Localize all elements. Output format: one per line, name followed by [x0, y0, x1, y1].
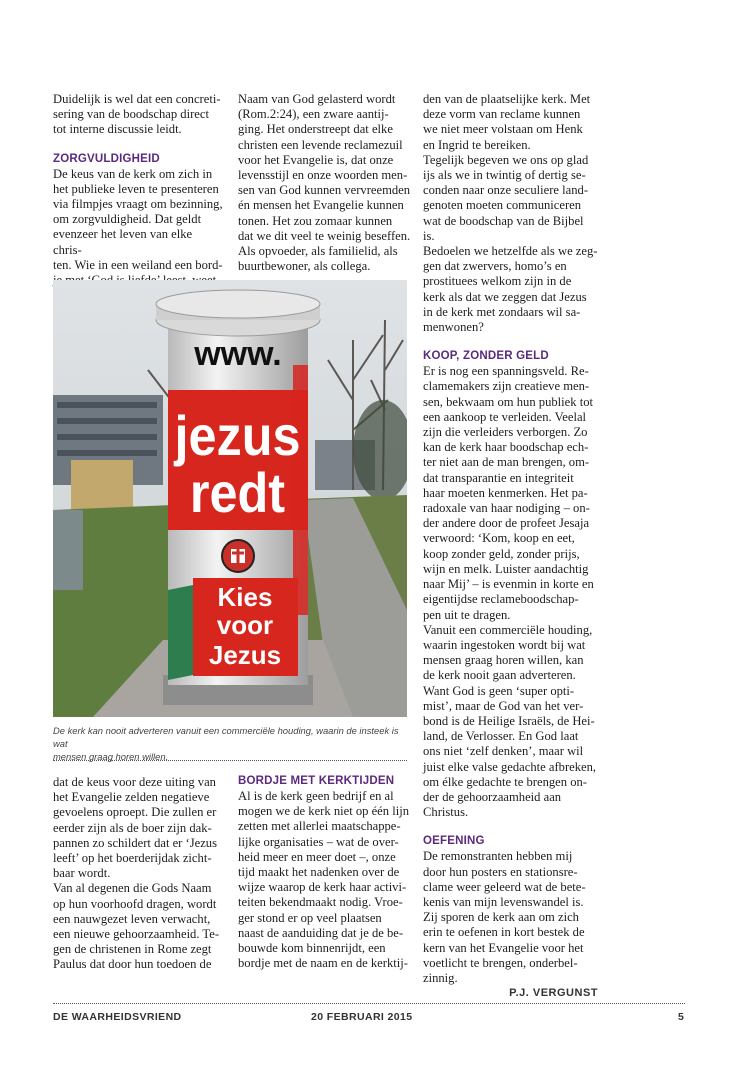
- column-2-bottom: [238, 774, 418, 971]
- photo-caption: [53, 724, 413, 763]
- photo-caption-text: De kerk kan nooit adverteren vanuit een commerciële houding, waarin de insteek is wat mensen graag horen willen.: [53, 725, 399, 762]
- footer-divider: [53, 1003, 685, 1004]
- column-1-bottom-paragraph: dat de keus voor deze uiting van het Evangelie zelden negatieve gevoelens oproept. Die zullen er eerder zijn als de boer zijn dak- pannen zo schildert dat er ‘Jezus leeft’ op het boerderijdak zicht- baar wordt. Van al degenen die Gods Naam op hun voorhoofd dragen, wordt een nauwgezet leven verwacht, een nieuwe gehoorzaamheid. Te- gen de christenen in Rome zegt Paulus dat door hun toedoen de: [53, 775, 220, 972]
- section-heading-bordje-met-kerktijden: BORDJE MET KERKTIJDEN: [238, 775, 395, 787]
- section-heading-oefening: OEFENING: [423, 835, 485, 848]
- poster-jezus-small-text: Jezus: [208, 640, 282, 670]
- kerktijden-paragraph: Al is de kerk geen bedrijf en al mogen we de kerk niet op één lijn zetten met allerlei maatschappe- lijke organisaties – wat de over- heid meer en meer doet –, onze tijd maakt het nadenken over de wijze waarop de kerk haar activi- teiten bekendmaakt nodig. Vroe- ger stond er op veel plaatsen naast de aanduiding dat je de be- bouwde kom binnenrijdt, een bordje met de naam en de kerktij-: [238, 789, 410, 971]
- column-3-paragraph-3: De remonstranten hebben mij door hun posters en stationsre- clame weer geleerd wat de bete- kenis van mijn levenswandel is. Zij sporen de kerk aan om zich erin te oefenen in kort bestek de kern van het Evangelie voor het voetlicht te brengen, onderbel- zinnig.: [423, 849, 586, 985]
- footer-page-number: 5: [678, 1011, 685, 1023]
- column-3: [423, 92, 598, 1001]
- zorgvuldigheid-paragraph: De keus van de kerk om zich in het publieke leven te presenteren via filmpjes vraagt om bezinning, om zorgvuldigheid. Dat geldt evenzeer het leven van elke chris- ten. Wie in een weiland een bord-: [53, 166, 223, 272]
- poster-voor-text: voor: [216, 610, 274, 640]
- poster-redt-text: redt: [189, 462, 286, 525]
- author-signature: P.J. VERGUNST: [509, 987, 598, 1000]
- intro-paragraph: Duidelijk is wel dat een concreti- sering van de boodschap direct tot interne discussie leidt.: [53, 92, 221, 137]
- footer-publication: DE WAARHEIDSVRIEND: [53, 1011, 182, 1023]
- advertising-column-photo: [53, 280, 407, 717]
- column-2-top: [238, 92, 413, 274]
- poster-www-text: www.: [194, 335, 282, 373]
- column-3-paragraph-1: den van de plaatselijke kerk. Met deze vorm van reclame kunnen we niet meer volstaan om Henk en Ingrid te bereiken. Tegelijk begeven we ons op glad ijs als we in twintig of dertig se- conden naar onze seculiere land- genoten moeten communiceren wat de boodschap van de Bijbel is. Bedoelen we hetzelfde als we zeg- gen dat zwervers, homo’s en prostituees welkom zijn in de kerk als dat we zeggen dat Jezus in de kerk met zondaars wil sa- menwonen?: [423, 92, 598, 335]
- column-2-paragraph: Naam van God gelasterd wordt (Rom.2:24), een zware aantij- ging. Het onderstreept dat elke christen een levende reclamezuil voor het Evangelie is, dat onze levensstijl en onze woorden men- sen van God kunnen vervreemden én mensen het Evangelie kunnen tonen. Het zou zomaar kunnen dat we dit veel te weinig beseffen. Als opvoeder, als familielid, als buurtbewoner, als collega.: [238, 92, 411, 274]
- footer-date: 20 FEBRUARI 2015: [311, 1011, 413, 1023]
- column-1-top: [53, 92, 223, 288]
- poster-jezus-text: jezus: [174, 405, 301, 468]
- column-3-paragraph-2: Er is nog een spanningsveld. Re- clamemakers zijn creatieve men- sen, bekwaam om hun publiek tot een aankoop te verleiden. Veelal zijn die verleiders verborgen. Zo kan de kerk haar boodschap ech- ter niet aan de man brengen, om- dat transparantie en integriteit haar moeten kenmerken. Het pa- radoxale van haar nodiging – on- der andere door de profeet Jesaja verwoord: ‘Kom, koop en eet, koop zonder geld, zonder prijs, wijn en melk. Luister aandachtig naar Mij’ – is evenmin in korte en eigentijdse reclameboodschap- pen uit te dragen. Vanuit een commerciële houding, waarin ingestoken wordt bij wat mensen graag horen willen, kan de kerk nooit gaan adverteren. Want God is geen ‘super opti- mist’, maar de God van het ver- bond is de Heilige Israëls, de Hei- land, de Verlosser. En God laat ons niet ‘zelf denken’, maar wil juist elke valse gedachte afbreken, om élke gedachte te brengen on- der de gehoorzaamheid aan Christus.: [423, 364, 597, 820]
- section-heading-zorgvuldigheid: ZORGVULDIGHEID: [53, 152, 160, 165]
- column-1-bottom: [53, 775, 228, 973]
- caption-divider: [53, 760, 407, 761]
- poster-kies-text: Kies: [217, 582, 273, 612]
- section-heading-koop-zonder-geld: KOOP, ZONDER GELD: [423, 350, 549, 363]
